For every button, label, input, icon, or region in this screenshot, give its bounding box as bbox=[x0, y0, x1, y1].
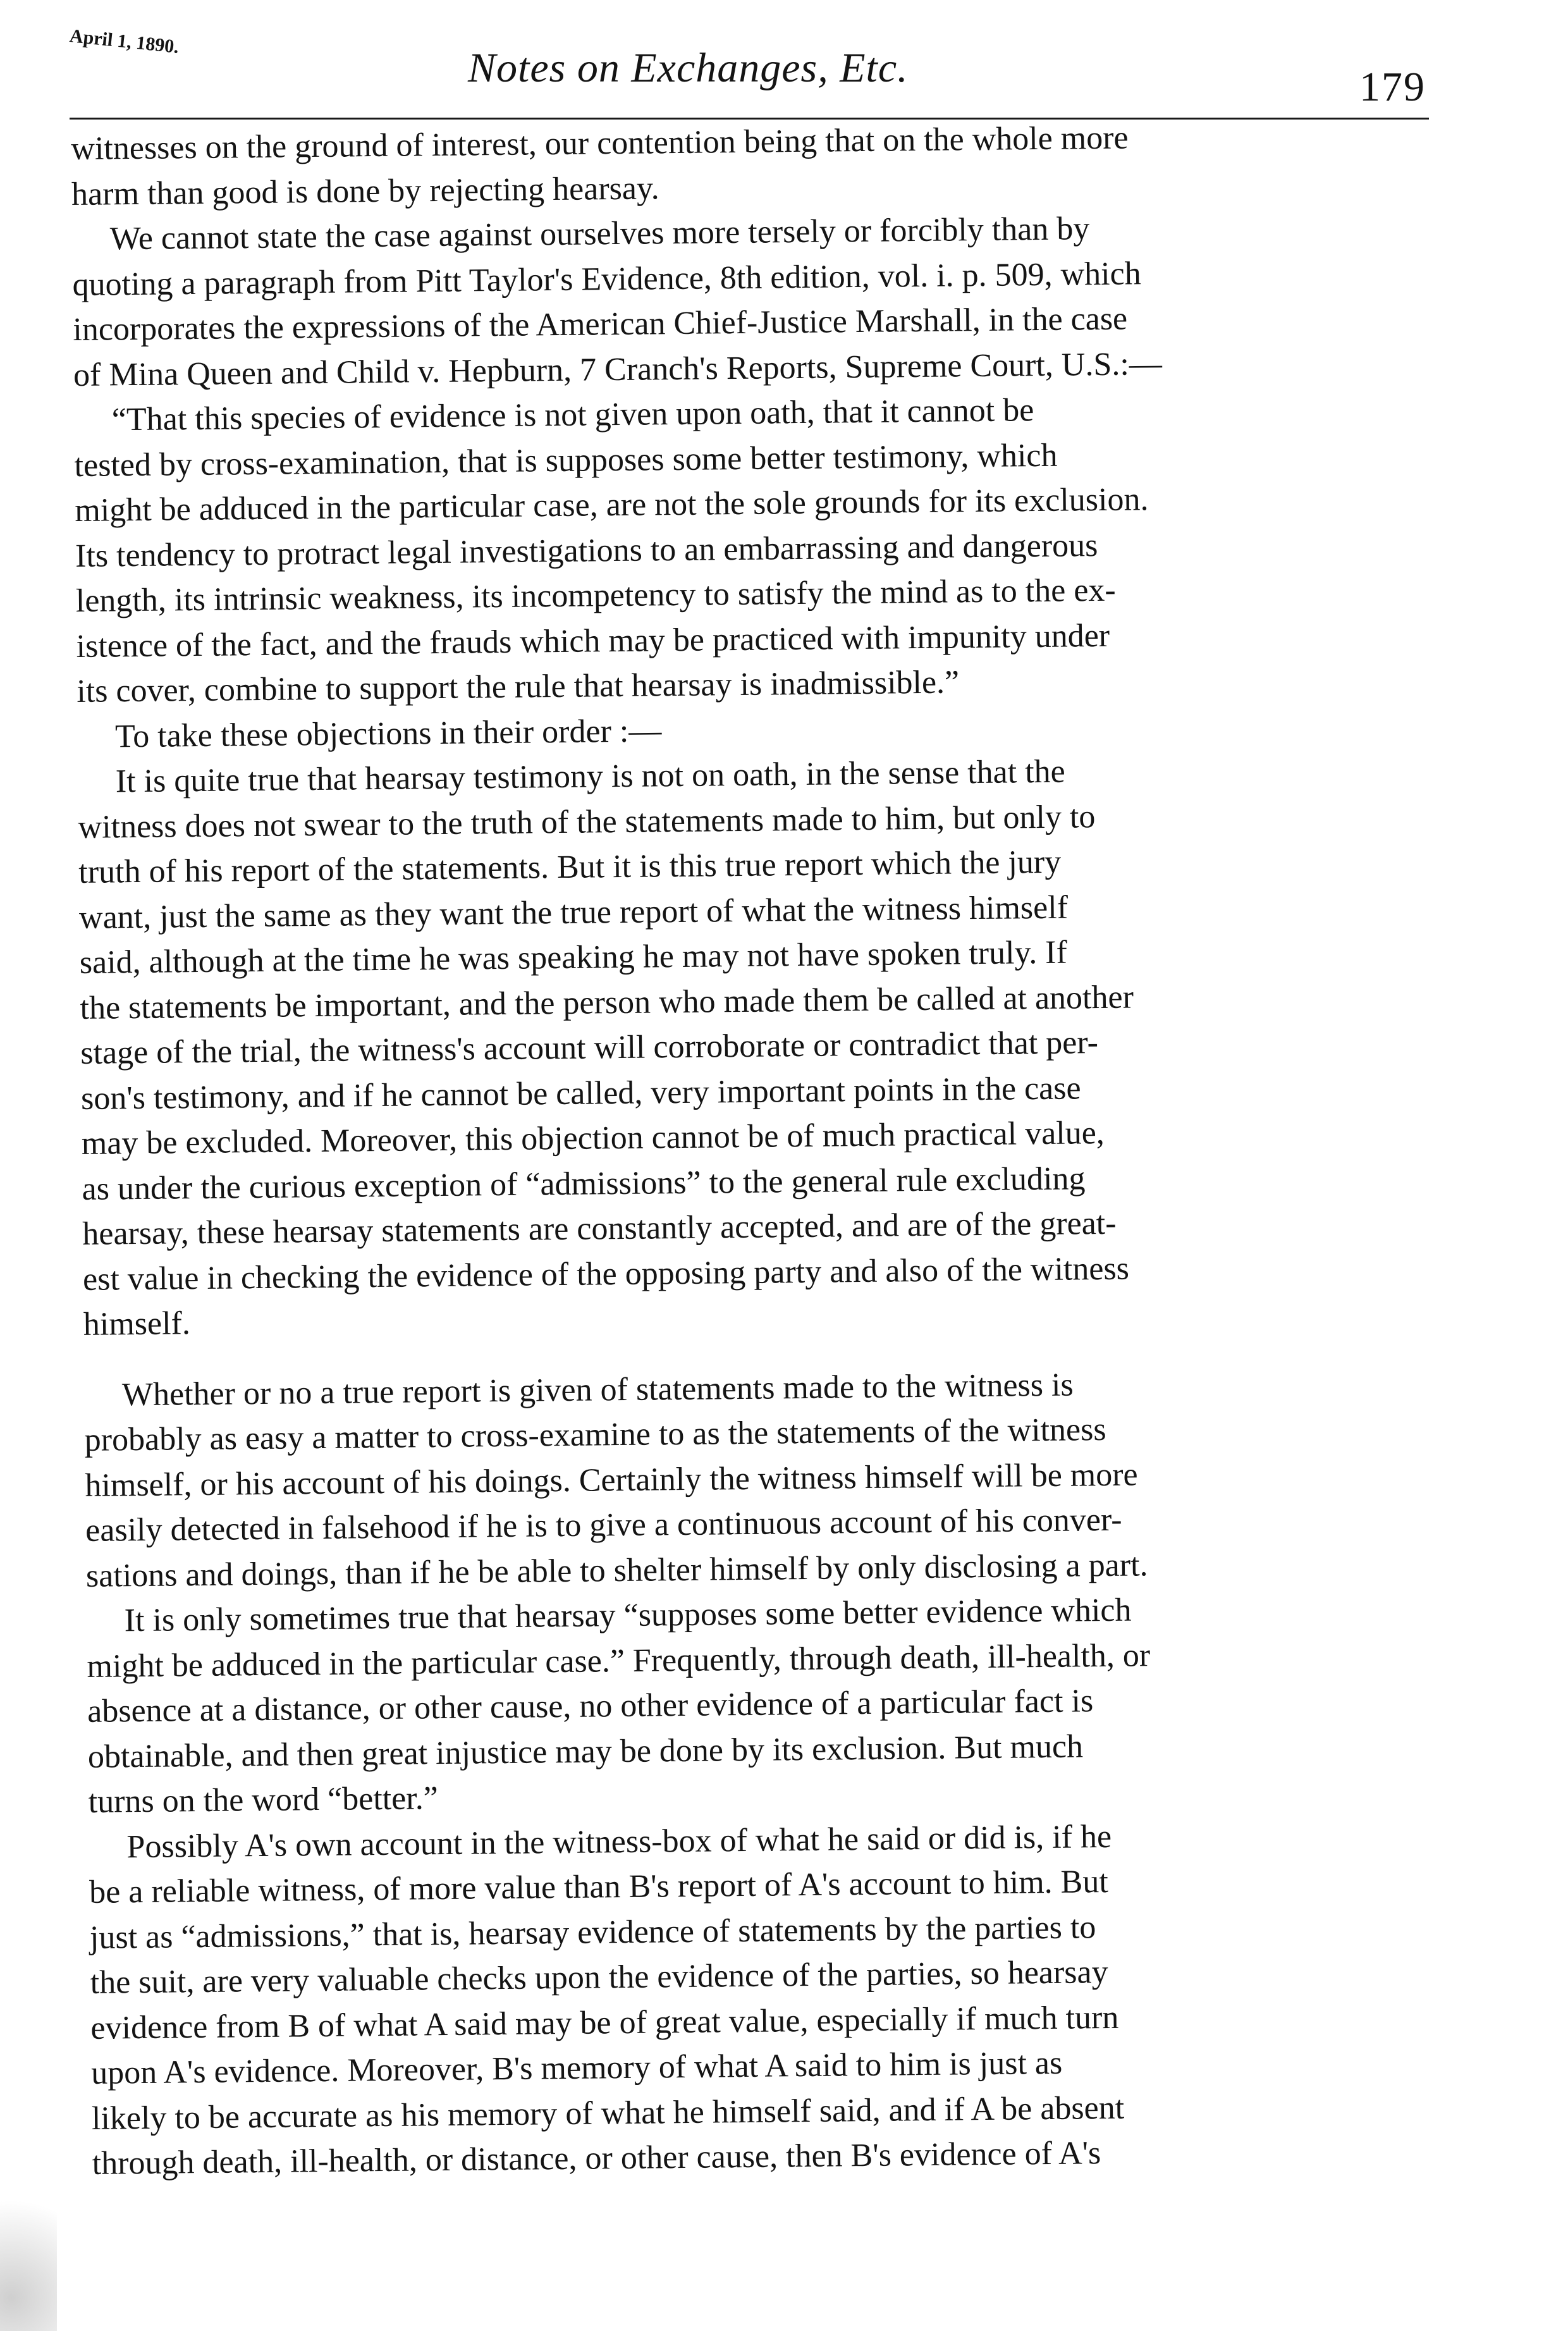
scan-smudge bbox=[0, 2167, 57, 2331]
text-line: easily detected in falsehood if he is to give a continuous account of his conver- bbox=[85, 1501, 1122, 1549]
text-line: length, its intrinsic weakness, its incompetency to satisfy the mind as to the ex- bbox=[75, 572, 1116, 619]
text-line: witnesses on the ground of interest, our contention being that on the whole more bbox=[71, 120, 1129, 167]
text-line: himself, or his account of his doings. Certainly the witness himself will be more bbox=[85, 1456, 1138, 1504]
text-line: its cover, combine to support the rule that hearsay is inadmissible.” bbox=[77, 664, 960, 710]
text-line: We cannot state the case against ourselves more tersely or forcibly than by bbox=[109, 211, 1090, 257]
text-line: might be adduced in the particular case, are not the sole grounds for its exclusion. bbox=[75, 481, 1149, 529]
text-line: tested by cross-examination, that is supposes some better testimony, which bbox=[74, 437, 1058, 484]
running-title: Notes on Exchanges, Etc. bbox=[468, 45, 909, 91]
text-line: To take these objections in their order :— bbox=[114, 712, 662, 754]
text-line: istence of the fact, and the frauds which may be practiced with impunity under bbox=[76, 617, 1110, 665]
text-line: est value in checking the evidence of the opposing party and also of the witness bbox=[82, 1250, 1130, 1298]
text-line: through death, ill-health, or distance, or other cause, then B's evidence of A's bbox=[92, 2135, 1101, 2182]
paragraph bbox=[71, 113, 1424, 217]
text-line: himself. bbox=[83, 1305, 191, 1343]
text-line: “That this species of evidence is not given upon oath, that it cannot be bbox=[111, 392, 1034, 438]
text-line: It is only sometimes true that hearsay “supposes some better evidence which bbox=[124, 1592, 1132, 1639]
text-line: as under the curious exception of “admissions” to the general rule excluding bbox=[82, 1160, 1086, 1207]
text-line: be a reliable witness, of more value than B's report of A's account to him. But bbox=[89, 1863, 1109, 1910]
text-line: sations and doings, than if he be able to shelter himself by only disclosing a part. bbox=[85, 1546, 1148, 1594]
text-line: just as “admissions,” that is, hearsay evidence of statements by the parties to bbox=[89, 1909, 1096, 1956]
text-line: It is quite true that hearsay testimony is not on oath, in the sense that the bbox=[115, 753, 1065, 800]
text-line: upon A's evidence. Moreover, B's memory of what A said to him is just as bbox=[90, 2045, 1063, 2091]
text-line: of Mina Queen and Child v. Hepburn, 7 Cranch's Reports, Supreme Court, U.S.:— bbox=[73, 345, 1163, 393]
text-line: Possibly A's own account in the witness-box of what he said or did is, if he bbox=[126, 1818, 1112, 1865]
text-line: incorporates the expressions of the American Chief-Justice Marshall, in the case bbox=[73, 300, 1128, 348]
text-line: harm than good is done by rejecting hearsay. bbox=[71, 169, 659, 212]
issue-date: April 1, 1890. bbox=[68, 25, 180, 58]
paragraph bbox=[73, 384, 1430, 715]
text-line: witness does not swear to the truth of the statements made to him, but only to bbox=[78, 798, 1096, 846]
text-line: absence at a distance, or other cause, no other evidence of a particular fact is bbox=[87, 1683, 1094, 1730]
text-line: Whether or no a true report is given of statements made to the witness is bbox=[121, 1367, 1074, 1413]
text-line: stage of the trial, the witness's account will corroborate or contradict that per- bbox=[80, 1024, 1099, 1071]
text-line: said, although at the time he was speaking he may not have spoken truly. If bbox=[79, 934, 1068, 981]
page-number: 179 bbox=[1359, 64, 1426, 110]
text-line: hearsay, these hearsay statements are constantly accepted, and are of the great- bbox=[82, 1205, 1117, 1252]
text-line: the statements be important, and the person who made them be called at another bbox=[80, 978, 1134, 1026]
paragraph bbox=[84, 1358, 1440, 1599]
text-line: probably as easy a matter to cross-examine to as the statements of the witness bbox=[84, 1411, 1106, 1458]
text-line: truth of his report of the statements. But it is this true report which the jury bbox=[78, 844, 1062, 890]
text-line: likely to be accurate as his memory of what he himself said, and if A be absent bbox=[91, 2089, 1125, 2137]
body-text bbox=[71, 113, 1445, 2187]
paragraph bbox=[89, 1811, 1445, 2186]
text-line: evidence from B of what A said may be of great value, especially if much turn bbox=[90, 1999, 1119, 2046]
text-line: quoting a paragraph from Pitt Taylor's Evidence, 8th edition, vol. i. p. 509, which bbox=[72, 255, 1141, 303]
text-line: turns on the word “better.” bbox=[88, 1780, 439, 1820]
text-line: may be excluded. Moreover, this objection cannot be of much practical value, bbox=[81, 1114, 1105, 1162]
paragraph bbox=[77, 746, 1436, 1348]
text-line: son's testimony, and if he cannot be called, very important points in the case bbox=[80, 1069, 1081, 1117]
paragraph bbox=[86, 1584, 1442, 1824]
text-line: obtainable, and then great injustice may be done by its exclusion. But much bbox=[87, 1728, 1084, 1775]
text-line: Its tendency to protract legal investigations to an embarrassing and dangerous bbox=[75, 527, 1098, 574]
paragraph bbox=[71, 203, 1426, 398]
text-line: want, just the same as they want the true report of what the witness himself bbox=[78, 889, 1069, 936]
text-line: might be adduced in the particular case.” Frequently, through death, ill-health, or bbox=[87, 1637, 1151, 1685]
text-line: the suit, are very valuable checks upon the evidence of the parties, so hearsay bbox=[90, 1953, 1108, 2001]
